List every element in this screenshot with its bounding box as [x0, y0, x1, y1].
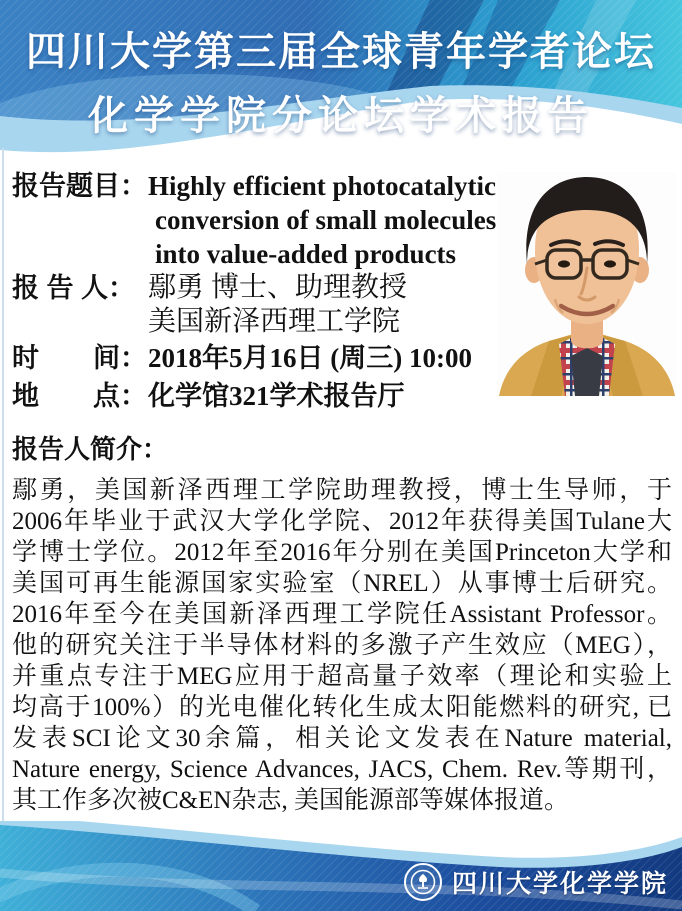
- bio-line: Nature energy, Science Advances, JACS, Chem. Rev.等期刊，: [12, 756, 672, 783]
- speaker-portrait-illustration: [497, 172, 677, 396]
- title-line-1: Highly efficient photocatalytic: [148, 171, 496, 201]
- bio-line: 其工作多次被C&EN杂志, 美国能源部等媒体报道。: [12, 787, 569, 814]
- title-row: [12, 169, 497, 271]
- location-value: [148, 377, 492, 415]
- lecture-info: [12, 166, 497, 415]
- speaker-label: 报 告 人：: [12, 273, 136, 303]
- time-row: [12, 339, 492, 377]
- bio-heading: 报告人简介：: [12, 434, 169, 464]
- sichuan-university-emblem-icon: [404, 863, 442, 901]
- title-line-2: conversion of small molecules: [155, 205, 497, 235]
- bio-section: [12, 433, 672, 816]
- forum-title: 四川大学第三届全球青年学者论坛: [26, 29, 656, 75]
- bio-paragraph: [12, 475, 672, 816]
- footer-brand: [404, 863, 668, 901]
- lecture-datetime: 2018年5月16日 (周三) 10:00: [148, 343, 472, 373]
- speaker-value: [148, 271, 492, 339]
- banner-titles: [0, 0, 682, 141]
- speaker-affiliation: 美国新泽西理工学院: [148, 306, 401, 337]
- header-banner: [0, 0, 682, 166]
- bio-line: 均高于100%）的光电催化转化生成太阳能燃料的研究, 已: [12, 694, 672, 721]
- footer-org-name: 四川大学化学学院: [451, 871, 668, 898]
- bio-line: 并重点专注于MEG应用于超高量子效率（理论和实验上: [12, 663, 672, 690]
- bio-line: 鄢勇，美国新泽西理工学院助理教授，博士生导师，于: [12, 477, 672, 504]
- title-line-3: into value-added products: [155, 239, 457, 269]
- bio-line: 学博士学位。2012年至2016年分别在美国Princeton大学和: [12, 539, 672, 566]
- bio-line: 2006年毕业于武汉大学化学院、2012年获得美国Tulane大: [12, 508, 672, 535]
- bio-line: 发表SCI论文30余篇，相关论文发表在Nature material,: [12, 725, 672, 752]
- left-edge-rule: [2, 148, 4, 828]
- bio-line: 他的研究关注于半导体材料的多激子产生效应（MEG），: [12, 632, 672, 659]
- footer-banner: [0, 821, 682, 911]
- speaker-name-title: 鄢勇 博士、助理教授: [148, 272, 408, 303]
- session-title: 化学学院分论坛学术报告: [88, 93, 594, 139]
- bio-line: 美国可再生能源国家实验室（NREL）从事博士后研究。: [12, 570, 672, 597]
- title-label: 报告题目：: [12, 171, 147, 201]
- time-value: [148, 339, 492, 377]
- speaker-photo: [497, 172, 677, 396]
- location-row: [12, 377, 492, 415]
- location-label: 地 点：: [12, 381, 147, 411]
- title-value: [148, 169, 496, 271]
- speaker-row: [12, 271, 492, 339]
- time-label: 时 间：: [12, 343, 147, 373]
- bio-line: 2016年至今在美国新泽西理工学院任Assistant Professor。: [12, 601, 672, 628]
- lecture-venue: 化学馆321学术报告厅: [148, 381, 405, 411]
